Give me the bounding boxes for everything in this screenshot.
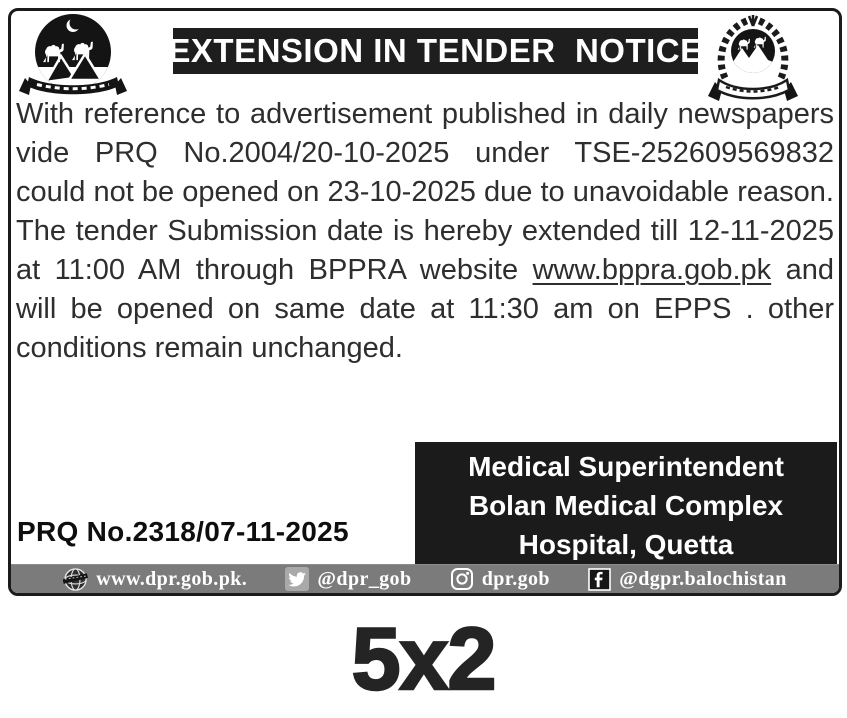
prq-reference-number: PRQ No.2318/07-11-2025 (17, 516, 349, 547)
signature-organization: Bolan Medical Complex (468, 490, 784, 521)
balochistan-government-emblem-icon (16, 12, 130, 104)
globe-icon (63, 567, 88, 592)
body-text-after-url: and will be opened on same date at 11:30 am on EPPS . other conditions remain unchanged. (16, 254, 834, 364)
footer-website-item (63, 567, 247, 592)
footer-instagram-label: dpr.gob (481, 567, 550, 590)
footer-facebook-label: @dgpr.balochistan (619, 567, 787, 590)
footer-facebook-item (588, 568, 787, 591)
footer-instagram-item (450, 567, 550, 591)
bppra-website-link: www.bppra.gob.pk (532, 254, 772, 286)
footer-twitter-item (285, 567, 411, 591)
instagram-icon (450, 567, 474, 591)
signature-title: Medical Superintendent (468, 451, 784, 482)
footer-website-label: www.dpr.gob.pk. (96, 567, 248, 590)
notice-border-frame (8, 8, 842, 596)
footer-twitter-label: @dpr_gob (317, 567, 412, 590)
dpr-contact-bar (11, 564, 839, 593)
body-text-before-url: With reference to advertisement published in daily newspapers vide PRQ No.2004/20-10-2025 under TSE-252609569832 could not be opened on 23-10-2025 due to unavoidable reason. The tender Submission date is hereby extended till 12-11-2025 at 11:00 AM through BPPRA website (16, 98, 834, 286)
facebook-icon (588, 568, 611, 591)
signature-block (415, 442, 837, 569)
twitter-icon (285, 567, 309, 591)
ad-size-label: 5x2 (351, 609, 496, 708)
signature-location: Hospital, Quetta (518, 529, 734, 560)
notice-title: EXTENSION IN TENDER NOTICE (173, 28, 698, 74)
notice-body-paragraph (16, 95, 834, 368)
